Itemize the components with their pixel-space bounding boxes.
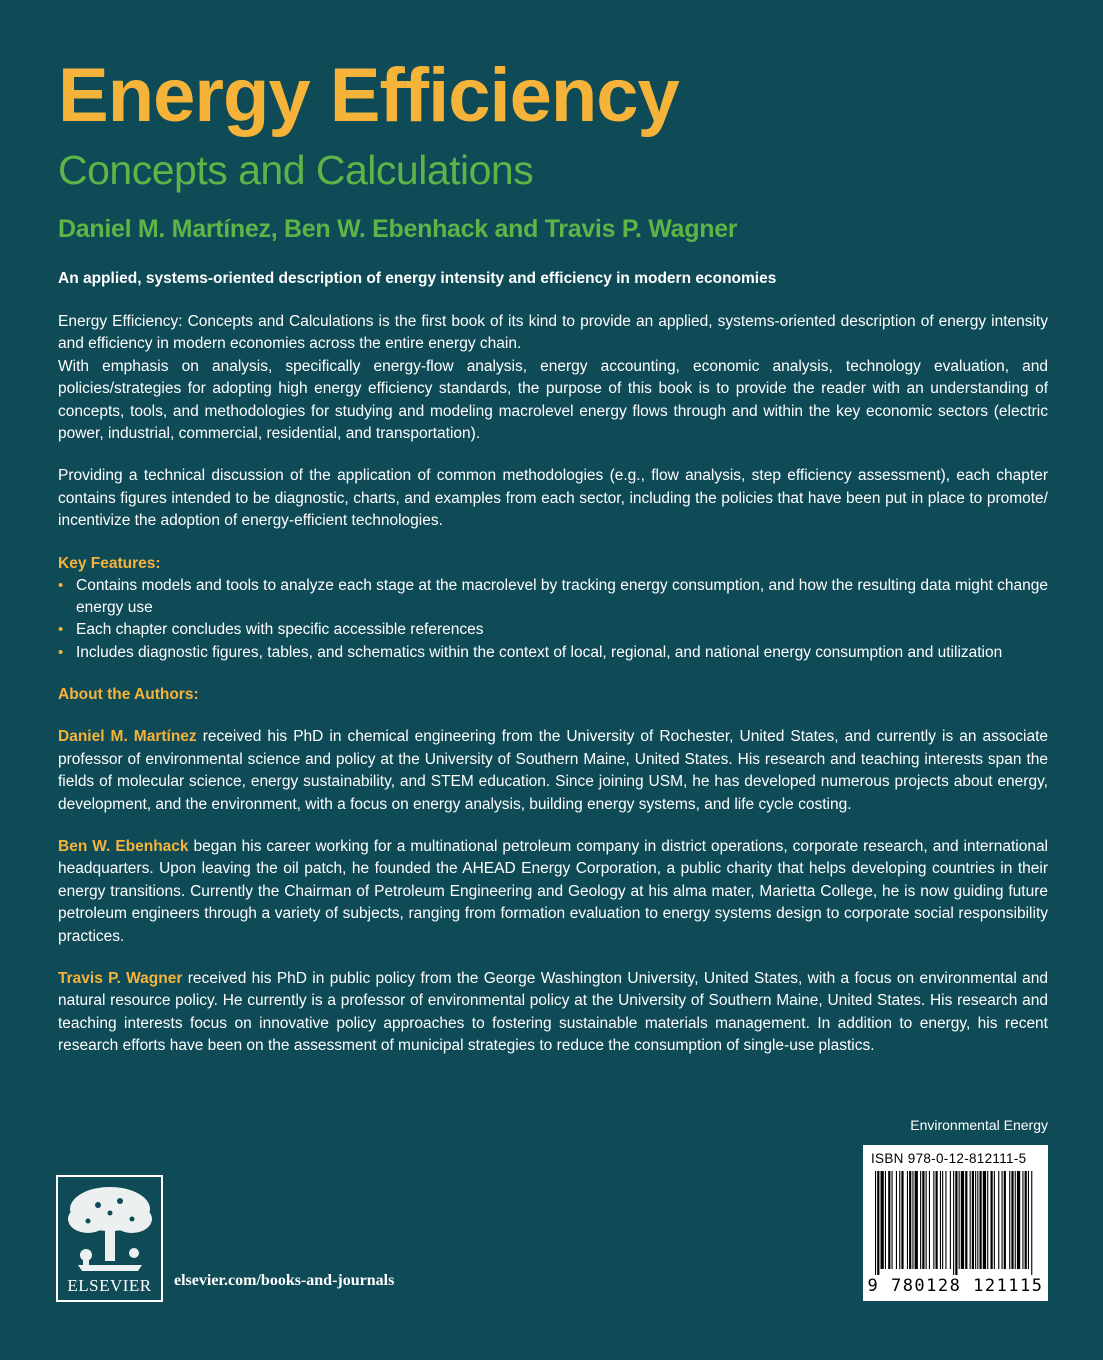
barcode-bar	[980, 1171, 982, 1269]
key-feature-text: Each chapter concludes with specific accessible references	[76, 621, 484, 639]
barcode-bar	[970, 1171, 971, 1269]
barcode-bar	[1031, 1171, 1032, 1275]
barcode-bar	[965, 1171, 967, 1269]
barcode-bar	[953, 1171, 954, 1275]
barcode-bar	[929, 1171, 930, 1269]
barcode-bar	[933, 1171, 934, 1269]
author-bio	[58, 836, 1048, 948]
barcode-bar	[955, 1171, 957, 1275]
barcode-bar	[1015, 1171, 1016, 1269]
barcode-bar	[1009, 1171, 1010, 1269]
book-subtitle: Concepts and Calculations	[58, 147, 534, 193]
barcode-bar	[1011, 1171, 1013, 1269]
barcode-bar	[959, 1171, 960, 1269]
description	[58, 311, 1048, 1058]
book-authors: Daniel M. Martínez, Ben W. Ebenhack and Travis P. Wagner	[58, 215, 738, 243]
publisher-url[interactable]: elsevier.com/books-and-journals	[174, 1272, 395, 1289]
key-feature-text: Includes diagnostic figures, tables, and schematics within the context of local, regional, and national energy consumption and utilization	[76, 643, 1003, 661]
barcode-bar	[940, 1171, 941, 1269]
isbn-text: ISBN 978-0-12-812111-5	[871, 1151, 1027, 1166]
barcode-icon	[873, 1171, 1038, 1275]
barcode-bar	[972, 1171, 974, 1269]
barcode-bar	[1025, 1171, 1027, 1269]
barcode-bar	[998, 1171, 999, 1269]
barcode-bar	[915, 1171, 918, 1269]
author-bio-text: received his PhD in public policy from the George Washington University, United States, with a focus on environmental and natural resource policy. He currently is a professor of environmental policy at the University of Southern Maine, United States. His research and teaching interests focus on innovative policy approaches to fostering sustainable materials management. In addition to energy, his recent research efforts have been on the assessment of municipal strategies to reduce the consumption of single-use plastics.	[58, 969, 1049, 1055]
barcode-bar	[991, 1171, 993, 1269]
barcode-bar	[912, 1171, 913, 1269]
back-cover-content	[58, 54, 1048, 1058]
barcode-bar	[936, 1171, 938, 1269]
publisher-name: ELSEVIER	[67, 1276, 152, 1295]
about-authors-heading: About the Authors:	[58, 686, 199, 704]
barcode-bar	[926, 1171, 927, 1269]
barcode-bar	[961, 1171, 964, 1269]
author-bio-text: began his career working for a multinational petroleum company in district operations, corporate research, and international headquarters. Upon leaving the oil patch, he founded the AHEAD Energy Corporation, a public charity that helps developing countries in their energy transitions. Currently the Chairman of Petroleum Engineering and Geology at his alma mater, Marietta College, he is now guiding future petroleum engineers through a variety of subjects, ranging from formation evaluation to energy systems design to corporate social responsibility practices.	[58, 837, 1049, 945]
barcode-digits: 9 780128 121115	[867, 1276, 1044, 1296]
key-feature-item	[58, 575, 1048, 620]
barcode-bar	[881, 1171, 884, 1269]
key-feature-text: Contains models and tools to analyze each stage at the macrolevel by tracking energy consumption, and how the resulting data might change energy use	[76, 576, 1048, 617]
barcode-bar	[1002, 1171, 1003, 1269]
tagline: An applied, systems-oriented description of energy intensity and efficiency in modern economies	[58, 270, 777, 287]
barcode-bar	[975, 1171, 976, 1269]
elsevier-logo	[56, 1175, 163, 1302]
key-feature-item	[58, 619, 1048, 641]
barcode-bar	[909, 1171, 911, 1269]
barcode-bar	[885, 1171, 886, 1269]
description-paragraph: Providing a technical discussion of the application of common methodologies (e.g., flow analysis, step efficiency assessment), each chapter contains figures intended to be diagnostic, charts, and examples from each sector, including the policies that have been put in place to promote/ incentivize the adoption of energy-efficient technologies.	[58, 467, 1048, 530]
barcode-bar	[1017, 1171, 1020, 1269]
barcode-bar	[950, 1171, 951, 1269]
key-features-list	[58, 575, 1048, 665]
key-features-heading: Key Features:	[58, 554, 161, 572]
author-bio	[58, 726, 1048, 816]
elsevier-tree-logo	[58, 1179, 161, 1274]
bullet-icon: •	[58, 643, 64, 661]
barcode-bar	[1022, 1171, 1023, 1269]
barcode-bar	[1004, 1171, 1006, 1269]
barcode-bar	[920, 1171, 921, 1269]
author-bio-text: received his PhD in chemical engineering from the University of Rochester, United States, and currently is an associate professor of environmental science and policy at the University of Southern Maine, United States. His research and teaching interests span the fields of molecular science, energy sustainability, and STEM education. Since joining USM, he has developed numerous projects about energy, development, and the environment, with a focus on energy analysis, building energy systems, and life cycle costing.	[58, 728, 1048, 813]
barcode-bar	[892, 1171, 893, 1269]
subject-category: Environmental Energy	[910, 1117, 1048, 1133]
description-paragraph: Energy Efficiency: Concepts and Calculations is the first book of its kind to provide an applied, systems-oriented description of energy intensity and efficiency in modern economies across the entire energy chain.	[58, 313, 1048, 353]
author-name: Daniel M. Martínez	[58, 728, 197, 746]
barcode-bar	[907, 1171, 908, 1269]
barcode-bar	[922, 1171, 924, 1269]
barcode-bar	[987, 1171, 988, 1269]
barcode-bar	[942, 1171, 943, 1269]
bullet-icon: •	[58, 621, 64, 639]
bullet-icon: •	[58, 576, 64, 594]
description-paragraph: With emphasis on analysis, specifically energy-flow analysis, energy accounting, economic analysis, technology evaluation, and policies/strategies for adopting high energy efficiency standards, the purpose of this book is to provide the reader with an understanding of concepts, tools, and methodologies for studying and modeling macrolevel energy flows through and within the key economic sectors (electric power, industrial, commercial, residential, and transportation).	[58, 357, 1048, 443]
barcode-bar	[875, 1171, 876, 1275]
barcode-bar	[945, 1171, 946, 1269]
book-title: Energy Efficiency	[58, 53, 679, 138]
barcode-bar	[901, 1171, 903, 1269]
key-feature-item	[58, 642, 1048, 664]
barcode-panel	[863, 1145, 1048, 1301]
barcode-bar	[877, 1171, 879, 1275]
barcode-bar	[977, 1171, 978, 1269]
barcode-bar	[983, 1171, 986, 1269]
barcode-bar	[888, 1171, 890, 1269]
author-name: Travis P. Wagner	[58, 969, 183, 987]
barcode-bar	[896, 1171, 897, 1269]
barcode-bar	[899, 1171, 900, 1269]
author-name: Ben W. Ebenhack	[58, 837, 189, 855]
barcode-bar	[994, 1171, 995, 1269]
barcode-bar	[1028, 1171, 1029, 1269]
author-bio	[58, 968, 1048, 1058]
